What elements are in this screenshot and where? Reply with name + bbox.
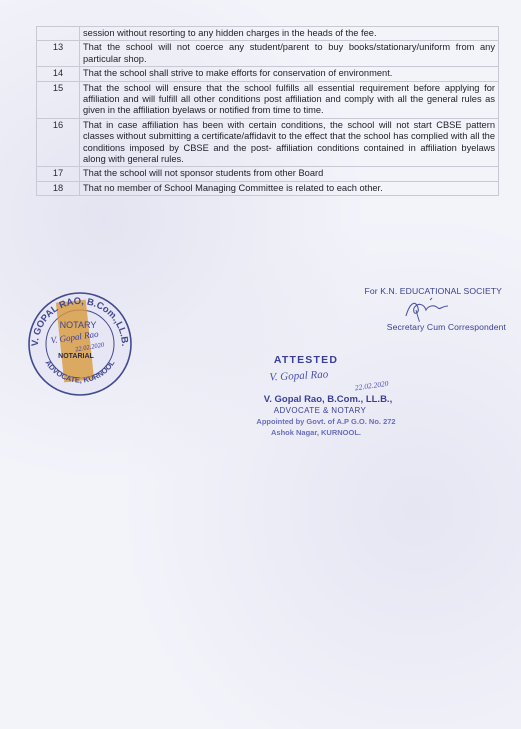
seal-ring-text: V. GOPAL RAO, B.Com.,LL.B. <box>29 295 131 347</box>
seal-date: 22.02.2020 <box>74 341 105 354</box>
society-signature-block <box>346 286 506 332</box>
stamp-name: V. Gopal Rao, B.Com., LL.B., <box>263 394 393 405</box>
stamp-handwriting: V. Gopal Rao <box>269 368 329 384</box>
row-number <box>37 27 80 41</box>
table-row <box>37 167 499 181</box>
row-number: 15 <box>37 81 80 118</box>
row-text: That no member of School Managing Committee is related to each other. <box>80 181 499 195</box>
seal-handwriting: V. Gopal Rao <box>50 328 100 346</box>
row-number: 13 <box>37 41 80 67</box>
seal-notary-label: NOTARY <box>59 320 97 330</box>
row-number: 14 <box>37 67 80 81</box>
society-name: For K.N. EDUCATIONAL SOCIETY <box>364 286 502 296</box>
row-text: That in case affiliation has been with certain conditions, the school will not start CBSE pattern classes without submitting a certificate/affidavit to the effect that the school has complied with all the conditions imposed by CBSE and the post- affiliation conditions contained in affiliation byelaws along with general rules. <box>80 118 499 167</box>
table-row <box>37 118 499 167</box>
secretary-title: Secretary Cum Correspondent <box>386 322 506 332</box>
row-text: session without resorting to any hidden charges in the heads of the fee. <box>80 27 499 41</box>
stamp-role: ADVOCATE & NOTARY <box>273 406 367 415</box>
row-number: 18 <box>37 181 80 195</box>
seal-notarial-label: NOTARIAL <box>58 353 94 360</box>
secretary-signature <box>346 296 506 322</box>
notary-seal <box>24 288 136 400</box>
seal-ring-bottom: ADVOCATE, KURNOOL <box>43 358 117 385</box>
row-text: That the school will not coerce any student/parent to buy books/stationary/uniform from any particular shop. <box>80 41 499 67</box>
stamp-appointment: Appointed by Govt. of A.P G.O. No. 272 <box>256 417 396 426</box>
stamp-date: 22.02.2020 <box>354 378 389 393</box>
row-text: That the school will not sponsor students from other Board <box>80 167 499 181</box>
table-row <box>37 81 499 118</box>
table-row <box>37 27 499 41</box>
stamp-address: Ashok Nagar, KURNOOL. <box>270 428 362 437</box>
row-number: 16 <box>37 118 80 167</box>
table-row <box>37 67 499 81</box>
row-text: That the school shall strive to make efforts for conservation of environment. <box>80 67 499 81</box>
attested-stamp <box>244 352 416 444</box>
row-text: That the school will ensure that the school fulfills all essential requirement before applying for affiliation and will fulfill all other conditions post affiliation and comply with all the general rules as given in the affiliation byelaws or notified from time to time. <box>80 81 499 118</box>
table-row <box>37 181 499 195</box>
row-number: 17 <box>37 167 80 181</box>
table-row <box>37 41 499 67</box>
clauses-table <box>36 26 499 196</box>
attested-heading: ATTESTED <box>273 354 339 366</box>
